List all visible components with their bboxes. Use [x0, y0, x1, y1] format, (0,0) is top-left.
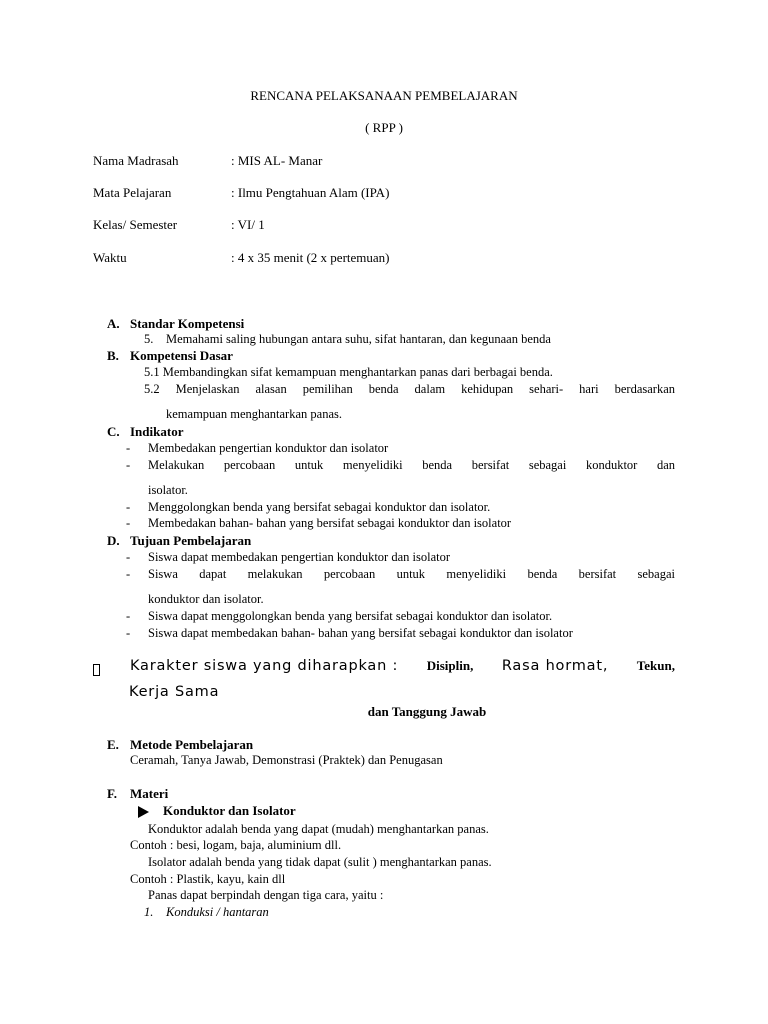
section-e-heading: Metode Pembelajaran [130, 737, 254, 752]
section-c-item-2-line-1: Melakukan percobaan untuk menyelidiki benda bersifat sebagai konduktor dan [148, 458, 675, 472]
section-b-letter: B. [107, 348, 119, 363]
section-d-heading: Tujuan Pembelajaran [130, 533, 252, 548]
section-e-letter: E. [107, 737, 119, 752]
section-f-line-3: Isolator adalah benda yang tidak dapat (sulit ) menghantarkan panas. [148, 855, 492, 869]
list-dash: - [126, 516, 131, 530]
section-a-letter: A. [107, 316, 120, 331]
identity-label-school: Nama Madrasah [93, 153, 179, 168]
list-dash: - [126, 500, 131, 514]
section-f-line-4: Contoh : Plastik, kayu, kain dll [130, 872, 286, 886]
identity-label-time: Waktu [93, 250, 127, 265]
section-f-letter: F. [107, 786, 117, 801]
section-c-heading: Indikator [130, 424, 184, 439]
section-f-subheading: Konduktor dan Isolator [163, 803, 296, 818]
section-d-item-2-line-2: konduktor dan isolator. [148, 592, 264, 606]
karakter-rasa-hormat: Rasa hormat, [501, 658, 609, 674]
section-d-item-1: Siswa dapat membedakan pengertian konduktor dan isolator [148, 550, 451, 564]
section-f-line-2: Contoh : besi, logam, baja, aluminium dll. [130, 838, 342, 852]
section-c-item-4: Membedakan bahan- bahan yang bersifat sebagai konduktor dan isolator [148, 516, 512, 530]
document-subtitle: ( RPP ) [365, 120, 403, 135]
karakter-kerja-sama: Kerja Sama [129, 684, 220, 700]
section-f-list-number: 1. [144, 905, 154, 919]
section-b-item-2-line-2: kemampuan menghantarkan panas. [166, 407, 342, 421]
section-a-number: 5. [144, 332, 154, 346]
list-dash: - [126, 550, 131, 564]
identity-value-subject: : Ilmu Pengtahuan Alam (IPA) [231, 185, 390, 200]
section-f-line-5: Panas dapat berpindah dengan tiga cara, yaitu : [148, 888, 384, 902]
section-b-item-1: 5.1 Membandingkan sifat kemampuan menghantarkan panas dari berbagai benda. [144, 365, 553, 379]
section-f-heading: Materi [130, 786, 169, 801]
section-a-heading: Standar Kompetensi [130, 316, 245, 331]
section-d-letter: D. [107, 533, 120, 548]
section-d-item-3: Siswa dapat menggolongkan benda yang bersifat sebagai konduktor dan isolator. [148, 609, 553, 623]
section-d-item-4: Siswa dapat membedakan bahan- bahan yang bersifat sebagai konduktor dan isolator [148, 626, 573, 640]
karakter-lead: Karakter siswa yang diharapkan : [130, 658, 399, 674]
identity-label-class: Kelas/ Semester [93, 217, 178, 232]
list-dash: - [126, 567, 131, 581]
karakter-disiplin: Disiplin, [426, 658, 474, 673]
document-title: RENCANA PELAKSANAAN PEMBELAJARAN [250, 88, 518, 103]
arrow-bullet-icon [138, 806, 149, 818]
list-dash: - [126, 609, 131, 623]
identity-value-school: : MIS AL- Manar [231, 153, 323, 168]
section-b-item-2-line-1: 5.2 Menjelaskan alasan pemilihan benda dalam kehidupan sehari- hari berdasarkan [144, 382, 675, 396]
identity-value-time: : 4 x 35 menit (2 x pertemuan) [231, 250, 390, 265]
karakter-line-3: dan Tanggung Jawab [367, 704, 487, 719]
section-d-item-2-line-1: Siswa dapat melakukan percobaan untuk menyelidiki benda bersifat sebagai [148, 567, 675, 581]
section-b-heading: Kompetensi Dasar [130, 348, 233, 363]
list-dash: - [126, 458, 131, 472]
karakter-line [130, 658, 675, 674]
identity-value-class: : VI/ 1 [231, 217, 265, 232]
identity-label-subject: Mata Pelajaran [93, 185, 172, 200]
section-f-list-item: Konduksi / hantaran [166, 905, 269, 919]
section-e-text: Ceramah, Tanya Jawab, Demonstrasi (Praktek) dan Penugasan [130, 753, 443, 767]
section-a-text: Memahami saling hubungan antara suhu, sifat hantaran, dan kegunaan benda [166, 332, 551, 346]
list-dash: - [126, 626, 131, 640]
karakter-tekun: Tekun, [636, 658, 675, 673]
section-c-item-1: Membedakan pengertian konduktor dan isolator [148, 441, 389, 455]
section-c-letter: C. [107, 424, 120, 439]
section-c-item-2-line-2: isolator. [148, 483, 188, 497]
list-dash: - [126, 441, 131, 455]
section-f-line-1: Konduktor adalah benda yang dapat (mudah) menghantarkan panas. [148, 822, 489, 836]
square-bullet-icon [93, 664, 100, 676]
section-c-item-3: Menggolongkan benda yang bersifat sebagai konduktor dan isolator. [148, 500, 491, 514]
